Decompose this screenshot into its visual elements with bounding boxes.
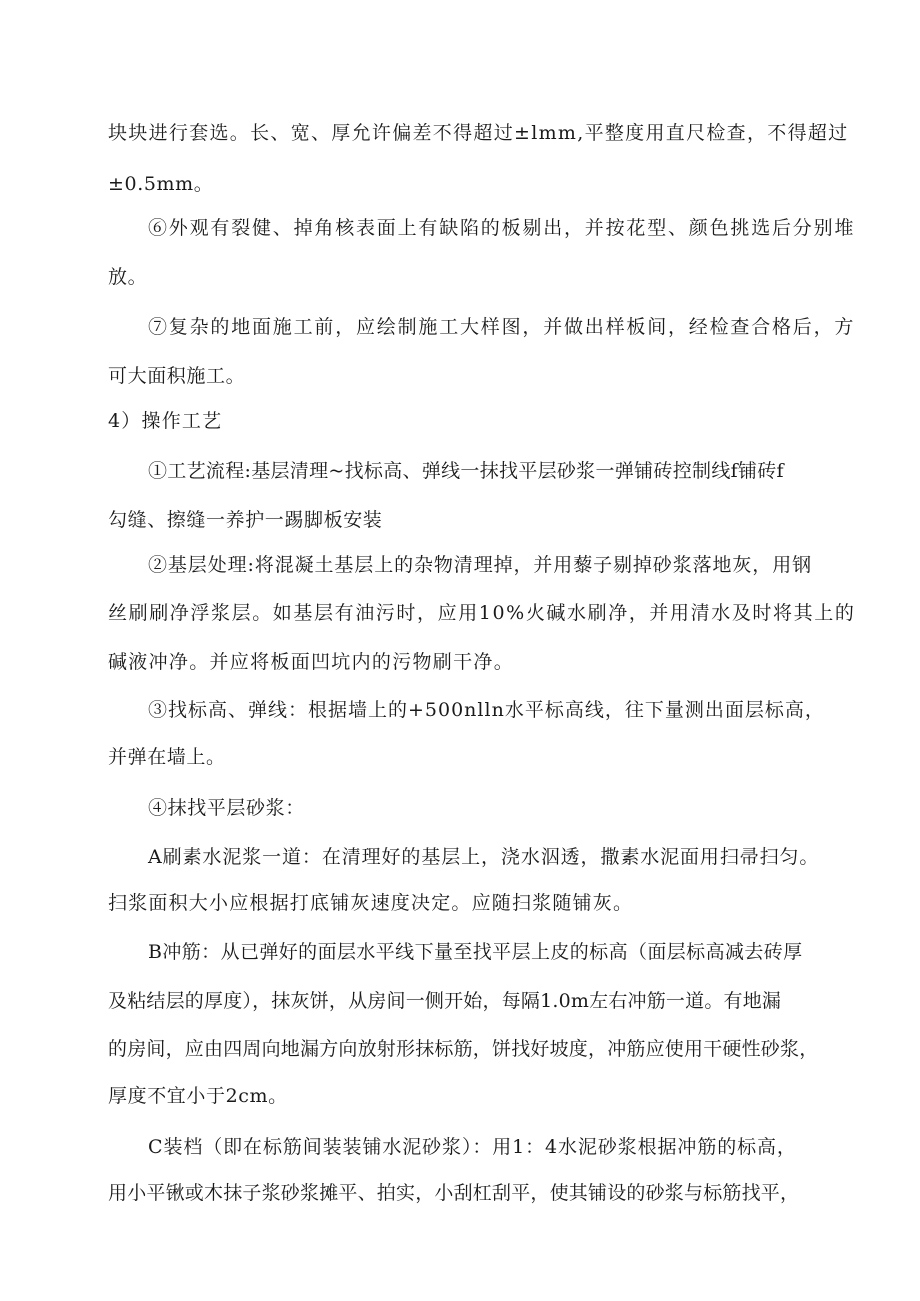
text-line: 的房间，应由四周向地漏方向放射形抹标筋，饼找好坡度，冲筋应使用干硬性砂浆， [108, 1038, 819, 1060]
text-line: 碱液冲净。并应将板面凹坑内的污物刷干净。 [108, 651, 515, 673]
text-line: B冲筋：从已弹好的面层水平线下量至找平层上皮的标高（面层标高减去砖厚 [148, 941, 803, 963]
text-line: ④抹找平层砂浆： [148, 797, 305, 819]
text-line: 扫浆面积大小应根据打底铺灰速度决定。应随扫浆随铺灰。 [108, 892, 634, 914]
text-line: 用小平锹或木抹子浆砂浆摊平、拍实，小刮杠刮平，使其铺设的砂浆与标筋找平， [108, 1182, 800, 1204]
text-line: C装档（即在标筋间装装铺水泥砂浆）：用1：4水泥砂浆根据冲筋的标高， [148, 1136, 797, 1158]
text-line: 丝刷刷净浮浆层。如基层有油污时，应用10%火碱水刷净，并用清水及时将其上的 [108, 602, 856, 624]
text-line: ⑥外观有裂健、掉角核表面上有缺陷的板剔出，并按花型、颜色挑选后分别堆 [148, 217, 856, 239]
text-line: ①工艺流程:基层清理~找标高、弹线一抹找平层砂浆一弹铺砖控制线f铺砖f [148, 460, 784, 482]
text-line: ③找标高、弹线：根据墙上的+500nlln水平标高线，往下量测出面层标高， [148, 699, 825, 721]
text-line: 可大面积施工。 [108, 365, 246, 387]
text-line: A刷素水泥浆一道：在清理好的基层上，浇水泅透，撒素水泥面用扫帚扫匀。 [148, 846, 820, 868]
text-line: 勾缝、擦缝一养护一踢脚板安装 [108, 509, 383, 531]
text-line: ⑦复杂的地面施工前，应绘制施工大样图，并做出样板间，经检查合格后，方 [148, 316, 856, 338]
text-line: 及粘结层的厚度），抹灰饼，从房间一侧开始，每隔1.0m左右冲筋一道。有地漏 [108, 990, 782, 1012]
text-line: ②基层处理:将混凝土基层上的杂物清理掉，并用藜子剔掉砂浆落地灰，用钢 [148, 554, 813, 576]
text-line: 厚度不宜小于2cm。 [108, 1085, 288, 1107]
text-line: ±0.5mm。 [108, 173, 214, 195]
text-line: 并弹在墙上。 [108, 746, 226, 768]
text-line: 放。 [108, 266, 148, 288]
section-heading: 4）操作工艺 [108, 410, 223, 432]
text-line: 块块进行套选。长、宽、厚允许偏差不得超过±lmm,平整度用直尺检查，不得超过 [108, 122, 849, 144]
